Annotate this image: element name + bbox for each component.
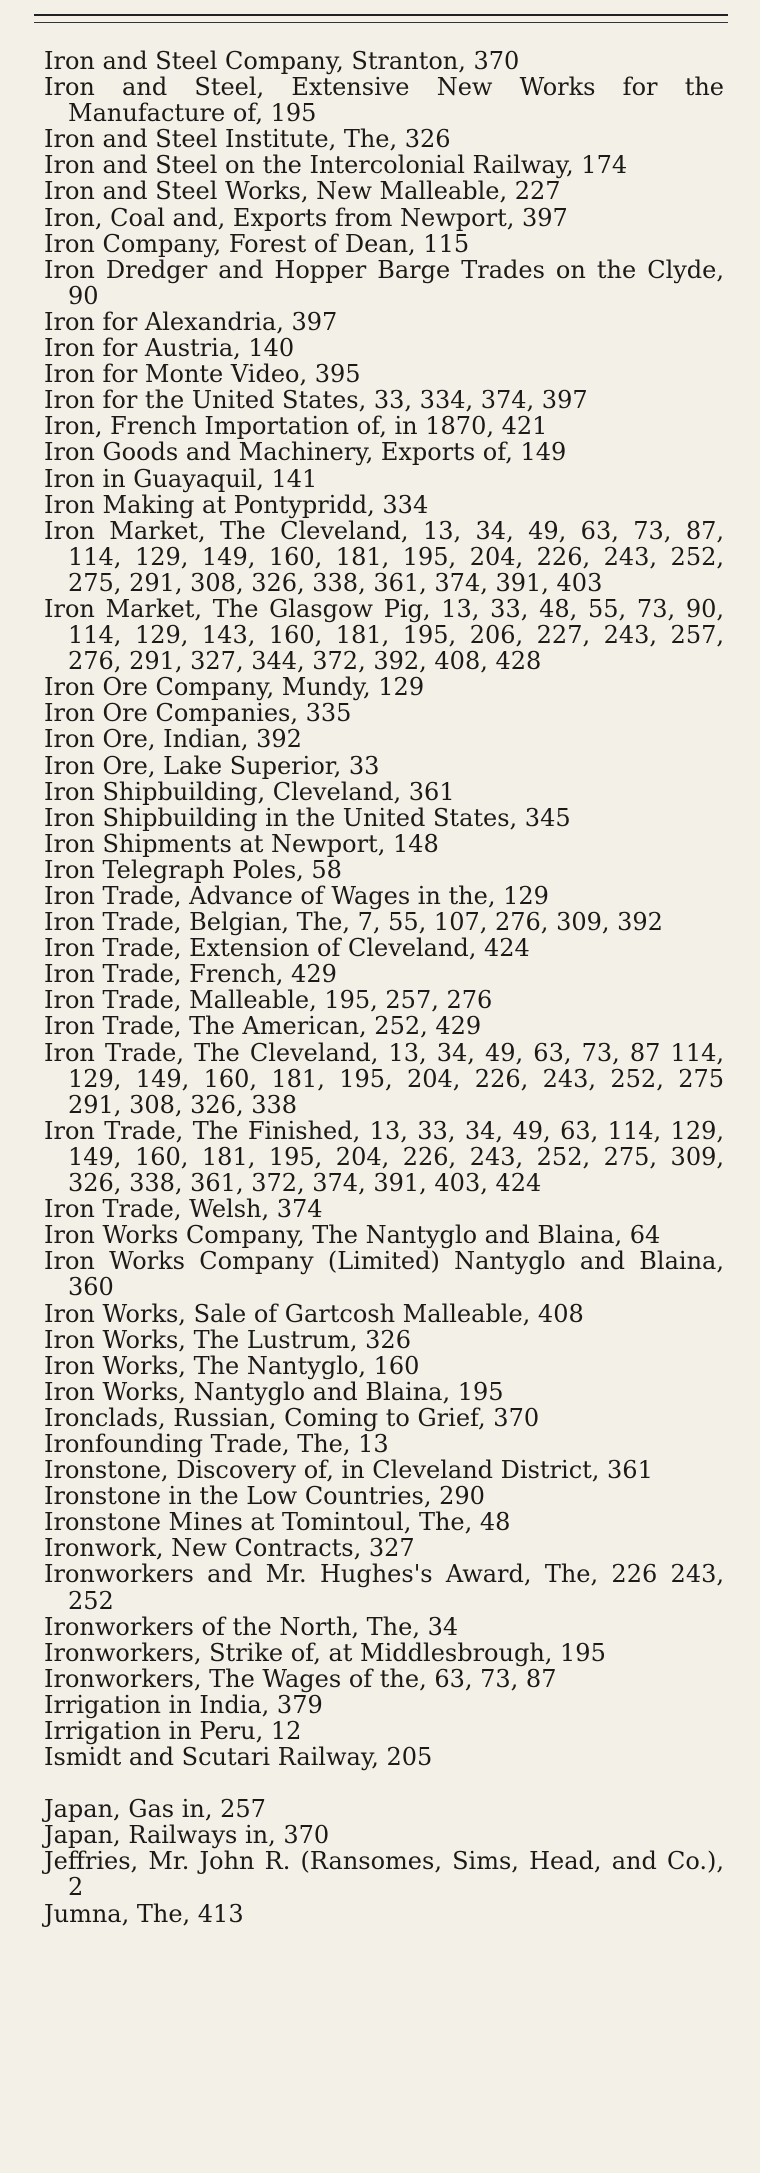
index-entry: Ironwork, New Contracts, 327 xyxy=(44,1534,415,1563)
index-entry: Ironstone in the Low Countries, 290 xyxy=(44,1482,485,1511)
top-rule-thin xyxy=(34,22,728,23)
index-entry: Iron for the United States, 33, 334, 374, 397 xyxy=(44,386,588,415)
index-entry: Iron and Steel Institute, The, 326 xyxy=(44,125,451,154)
index-entry: Iron Works Company (Limited) Nantyglo and Blaina, 360 xyxy=(44,1247,724,1302)
index-entry: Ironworkers and Mr. Hughes's Award, The, 226 243, 252 xyxy=(44,1560,724,1615)
index-entry: Iron Trade, The Cleveland, 13, 34, 49, 63, 73, 87 114, 129, 149, 160, 181, 195, 204, 226, 243, 252, 275 291, 308, 326, 338 xyxy=(44,1038,724,1119)
index-entry: Iron Trade, Advance of Wages in the, 129 xyxy=(44,882,549,910)
index-entry: Iron for Alexandria, 397 xyxy=(44,307,338,336)
index-entry: Iron and Steel, Extensive New Works for the Manufacture of, 195 xyxy=(44,73,724,128)
index-entry: Iron Shipbuilding in the United States, 345 xyxy=(44,803,571,832)
index-entry: Ironclads, Russian, Coming to Grief, 370 xyxy=(44,1403,540,1432)
index-entry: Iron Goods and Machinery, Exports of, 149 xyxy=(44,438,567,467)
index-entry: Iron Dredger and Hopper Barge Trades on the Clyde, 90 xyxy=(44,255,724,310)
index-entry: Japan, Railways in, 370 xyxy=(44,1821,330,1850)
index-entry: Iron Ore Company, Mundy, 129 xyxy=(44,673,425,702)
index-entry: Iron Market, The Cleveland, 13, 34, 49, 63, 73, 87, 114, 129, 149, 160, 181, 195, 204, 226, 243, 252, 275, 291, 308, 326, 338, 361, 374, 391, 403 xyxy=(44,516,724,597)
index-entry: Iron Works, Nantyglo and Blaina, 195 xyxy=(44,1377,504,1406)
top-rule xyxy=(34,14,728,16)
index-entry: Ironworkers, Strike of, at Middlesbrough, 195 xyxy=(44,1638,606,1667)
index-entry: Iron Works Company, The Nantyglo and Blaina, 64 xyxy=(44,1221,661,1250)
index-entry: Iron for Austria, 140 xyxy=(44,334,295,363)
index-entry: Iron Telegraph Poles, 58 xyxy=(44,855,342,884)
index-entry: Iron and Steel Works, New Malleable, 227 xyxy=(44,177,561,206)
index-entry: Iron Works, Sale of Gartcosh Malleable, 408 xyxy=(44,1299,584,1328)
index-entry: Iron Trade, Extension of Cleveland, 424 xyxy=(44,934,530,963)
index-entry: Iron Shipbuilding, Cleveland, 361 xyxy=(44,777,455,806)
index-entry: Ironstone, Discovery of, in Cleveland District, 361 xyxy=(44,1456,653,1485)
index-entry: Irrigation in India, 379 xyxy=(44,1690,323,1719)
index-entry: Iron Trade, Welsh, 374 xyxy=(44,1195,323,1224)
index-entry: Iron and Steel on the Intercolonial Railway, 174 xyxy=(44,151,628,180)
index-entry: Japan, Gas in, 257 xyxy=(44,1795,266,1824)
index-entry: Iron Company, Forest of Dean, 115 xyxy=(44,229,470,258)
index-entry: Iron Ore, Indian, 392 xyxy=(44,725,302,754)
index-group-j xyxy=(44,1796,724,1926)
index-entry: Iron Ore, Lake Superior, 33 xyxy=(44,751,380,780)
index-entry: Iron Market, The Glasgow Pig, 13, 33, 48, 55, 73, 90, 114, 129, 143, 160, 181, 195, 206, 227, 243, 257, 276, 291, 327, 344, 372, 392, 408, 428 xyxy=(44,594,724,676)
index-column xyxy=(44,48,724,1927)
index-entry: Iron Ore Companies, 335 xyxy=(44,699,352,728)
index-entry: Iron Trade, Belgian, The, 7, 55, 107, 276, 309, 392 xyxy=(44,908,663,937)
index-entry: Irrigation in Peru, 12 xyxy=(44,1717,302,1745)
index-entry: Iron Works, The Nantyglo, 160 xyxy=(44,1351,420,1380)
index-entry: Iron Trade, French, 429 xyxy=(44,960,337,989)
index-entry: Jumna, The, 413 xyxy=(44,1899,244,1928)
index-entry: Iron in Guayaquil, 141 xyxy=(44,464,318,493)
index-entry: Iron Works, The Lustrum, 326 xyxy=(44,1325,411,1354)
index-entry: Iron Shipments at Newport, 148 xyxy=(44,829,439,858)
index-entry: Ismidt and Scutari Railway, 205 xyxy=(44,1743,433,1772)
index-entry: Iron Trade, Malleable, 195, 257, 276 xyxy=(44,986,493,1015)
index-entry: Iron, French Importation of, in 1870, 421 xyxy=(44,412,548,441)
index-entry: Iron and Steel Company, Stranton, 370 xyxy=(44,47,520,75)
index-entry: Iron for Monte Video, 395 xyxy=(44,360,361,389)
index-entry: Ironworkers, The Wages of the, 63, 73, 87 xyxy=(44,1664,557,1693)
index-entry: Iron Trade, The American, 252, 429 xyxy=(44,1012,482,1041)
index-entry: Iron, Coal and, Exports from Newport, 397 xyxy=(44,203,568,232)
index-entry: Ironworkers of the North, The, 34 xyxy=(44,1612,459,1641)
index-entry: Iron Making at Pontypridd, 334 xyxy=(44,490,429,519)
index-group-i xyxy=(44,48,724,1770)
index-entry: Ironfounding Trade, The, 13 xyxy=(44,1429,389,1458)
section-gap xyxy=(44,1770,724,1796)
index-entry: Ironstone Mines at Tomintoul, The, 48 xyxy=(44,1508,511,1537)
index-entry: Jeffries, Mr. John R. (Ransomes, Sims, Head, and Co.), 2 xyxy=(44,1847,724,1902)
index-entry: Iron Trade, The Finished, 13, 33, 34, 49, 63, 114, 129, 149, 160, 181, 195, 204, 226, 243, 252, 275, 309, 326, 338, 361, 372, 374, 391, 403, 424 xyxy=(44,1116,724,1198)
